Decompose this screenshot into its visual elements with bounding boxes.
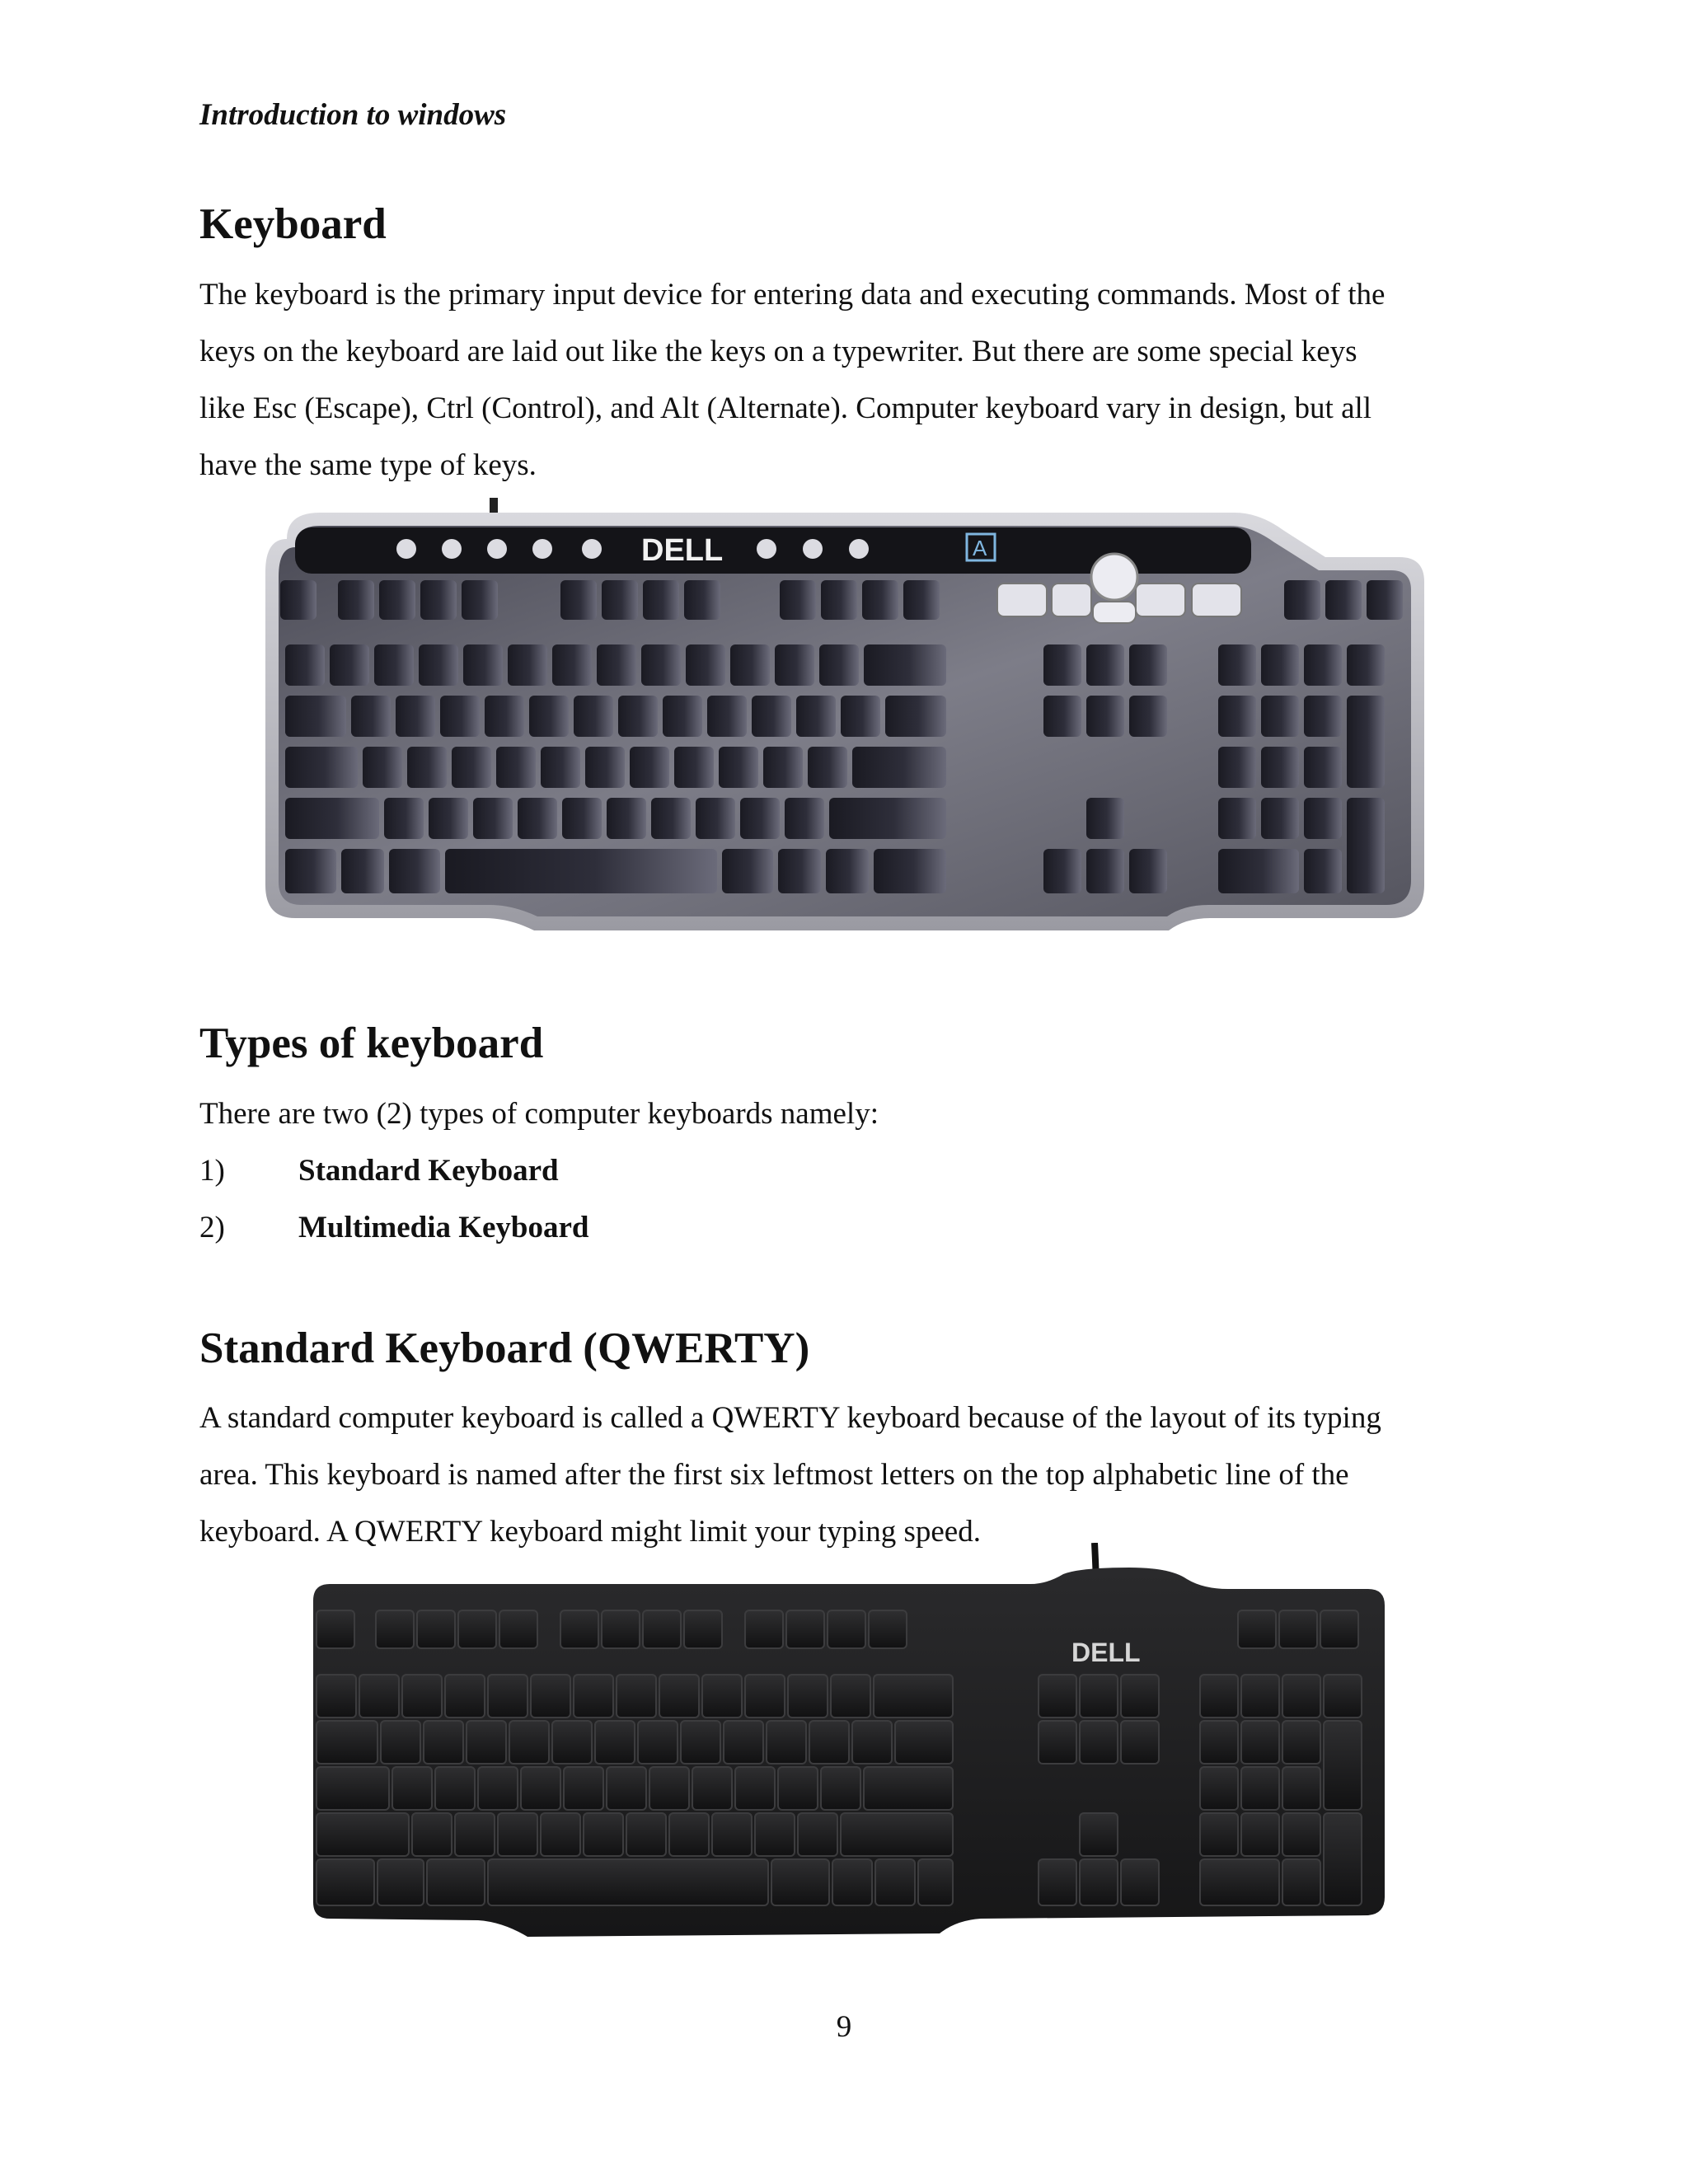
heading-standard-keyboard: Standard Keyboard (QWERTY) <box>199 1324 810 1372</box>
heading-types-of-keyboard: Types of keyboard <box>199 1019 544 1067</box>
standard-paragraph <box>199 1390 1518 1560</box>
dell-logo-2: DELL <box>1071 1638 1141 1667</box>
list-item <box>199 1153 559 1188</box>
dell-logo-1: DELL <box>641 533 724 568</box>
keyboard-paragraph <box>199 266 1518 494</box>
list-item <box>199 1210 589 1245</box>
list-number: 2) <box>199 1211 225 1244</box>
badge-a-icon: A <box>973 536 987 560</box>
paragraph-line: area. This keyboard is named after the first six leftmost letters on the top alphabetic line of the <box>199 1458 1349 1492</box>
types-intro: There are two (2) types of computer keyboards namely: <box>199 1097 879 1131</box>
paragraph-line: like Esc (Escape), Ctrl (Control), and Alt (Alternate). Computer keyboard vary in design, but all <box>199 391 1372 425</box>
paragraph-line: keyboard. A QWERTY keyboard might limit your typing speed. <box>199 1515 981 1549</box>
paragraph-line: The keyboard is the primary input device for entering data and executing commands. Most of the <box>199 278 1386 312</box>
heading-keyboard: Keyboard <box>199 200 387 248</box>
standard-keyboard-image <box>305 1543 1393 1947</box>
page-number: 9 <box>836 2010 852 2044</box>
paragraph-line: A standard computer keyboard is called a QWERTY keyboard because of the layout of its typing <box>199 1401 1381 1435</box>
multimedia-keyboard-image <box>262 498 1429 940</box>
running-header: Introduction to windows <box>199 98 507 132</box>
list-label: Multimedia Keyboard <box>298 1211 589 1244</box>
paragraph-line: have the same type of keys. <box>199 448 537 482</box>
list-number: 1) <box>199 1154 225 1188</box>
paragraph-line: keys on the keyboard are laid out like the keys on a typewriter. But there are some special keys <box>199 335 1357 368</box>
list-label: Standard Keyboard <box>298 1154 559 1188</box>
